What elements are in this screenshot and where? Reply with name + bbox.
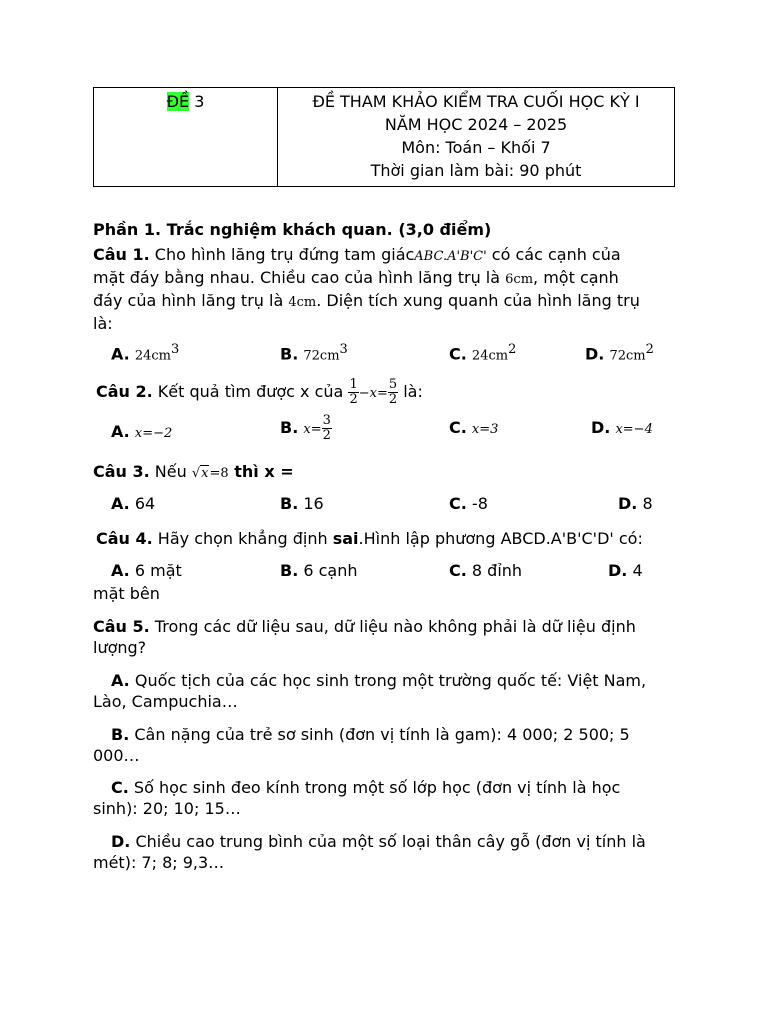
q4-option-b: B. 6 cạnh: [280, 561, 358, 580]
question-2-options: [93, 414, 675, 450]
q3-option-a: A. 64: [111, 494, 156, 513]
exam-title: ĐỀ THAM KHẢO KIỂM TRA CUỐI HỌC KỲ I: [312, 92, 640, 111]
exam-subject: Môn: Toán – Khối 7: [401, 138, 551, 157]
question-1: Câu 1. Cho hình lăng trụ đứng tam giácABC.A'B'C' có các cạnh của mặt đáy bằng nhau. Chiều cao của hình lăng trụ là 6cm, một cạnh đáy của hình lăng trụ là 4cm. Diện tích xung quanh của hình lăng trụ là:: [93, 245, 640, 333]
q1-option-b: B. $72cm^3$: [280, 342, 348, 364]
exam-info-cell: [278, 88, 675, 187]
q3-option-c: C. -8: [449, 494, 488, 513]
q1-option-c: C. $24cm^2$: [449, 342, 517, 364]
q2-option-b: B. x= $\frac{3}{2}$: [280, 413, 331, 443]
q5-option-c: C. Số học sinh đeo kính trong một số lớp học (đơn vị tính là học sinh): 20; 10; 15…: [93, 778, 621, 818]
q2-option-c: C. x=3: [449, 418, 499, 437]
exam-code-cell: [94, 88, 278, 187]
exam-year: NĂM HỌC 2024 – 2025: [384, 115, 568, 134]
question-4: Câu 4. Hãy chọn khẳng định sai.Hình lập phương ABCD.A'B'C'D' có:: [96, 529, 643, 548]
question-3-options: [93, 494, 675, 518]
prism-name: ABC.A'B'C': [414, 249, 487, 264]
question-4-label: Câu 4.: [96, 529, 153, 548]
sqrt-x: √x: [191, 466, 209, 481]
question-5: Câu 5. Trong các dữ liệu sau, dữ liệu nào không phải là dữ liệu định lượng?: [93, 617, 636, 657]
q3-option-b: B. 16: [280, 494, 324, 513]
question-1-label: Câu 1.: [93, 245, 150, 264]
exam-code-number: 3: [189, 92, 205, 111]
q4-option-d: D. 4: [608, 561, 643, 580]
fraction-one-half: $\frac{1}{2}$: [349, 377, 358, 407]
q4-option-d-wrap: mặt bên: [93, 584, 160, 603]
q2-option-d: D. x=−4: [591, 418, 653, 437]
exam-page: [93, 87, 675, 872]
question-2: Câu 2. Kết quả tìm được x của $\frac{1}{2}$ −x= $\frac{5}{2}$ là:: [96, 377, 423, 407]
q5-option-a: A. Quốc tịch của các học sinh trong một trường quốc tế: Việt Nam, Lào, Campuchia…: [93, 671, 647, 711]
q1-option-a: A. $24cm^3$: [111, 342, 180, 364]
exam-header-table: [93, 87, 675, 187]
question-4-options: [93, 561, 675, 585]
question-3: Câu 3. Nếu √x=8 thì x =: [93, 461, 675, 484]
fraction-five-halves: $\frac{5}{2}$: [388, 377, 398, 407]
question-3-label: Câu 3.: [93, 462, 150, 481]
exam-time: Thời gian làm bài: 90 phút: [370, 161, 582, 180]
section-title: Phần 1. Trắc nghiệm khách quan. (3,0 điểm): [93, 220, 492, 239]
q4-option-a: A. 6 mặt: [111, 561, 182, 580]
question-5-label: Câu 5.: [93, 617, 150, 636]
q5-option-d: D. Chiều cao trung bình của một số loại thân cây gỗ (đơn vị tính là mét): 7; 8; 9,3…: [93, 832, 646, 872]
question-1-options: [93, 342, 675, 366]
q2-option-a: A. x=−2: [111, 422, 173, 441]
q3-option-d: D. 8: [618, 494, 653, 513]
q1-option-d: D. $72cm^2$: [585, 342, 654, 364]
q4-option-c: C. 8 đỉnh: [449, 561, 523, 580]
question-2-label: Câu 2.: [96, 382, 153, 401]
q5-option-b: B. Cân nặng của trẻ sơ sinh (đơn vị tính là gam): 4 000; 2 500; 5 000…: [93, 725, 630, 765]
exam-code-highlight: ĐỀ: [166, 92, 190, 111]
